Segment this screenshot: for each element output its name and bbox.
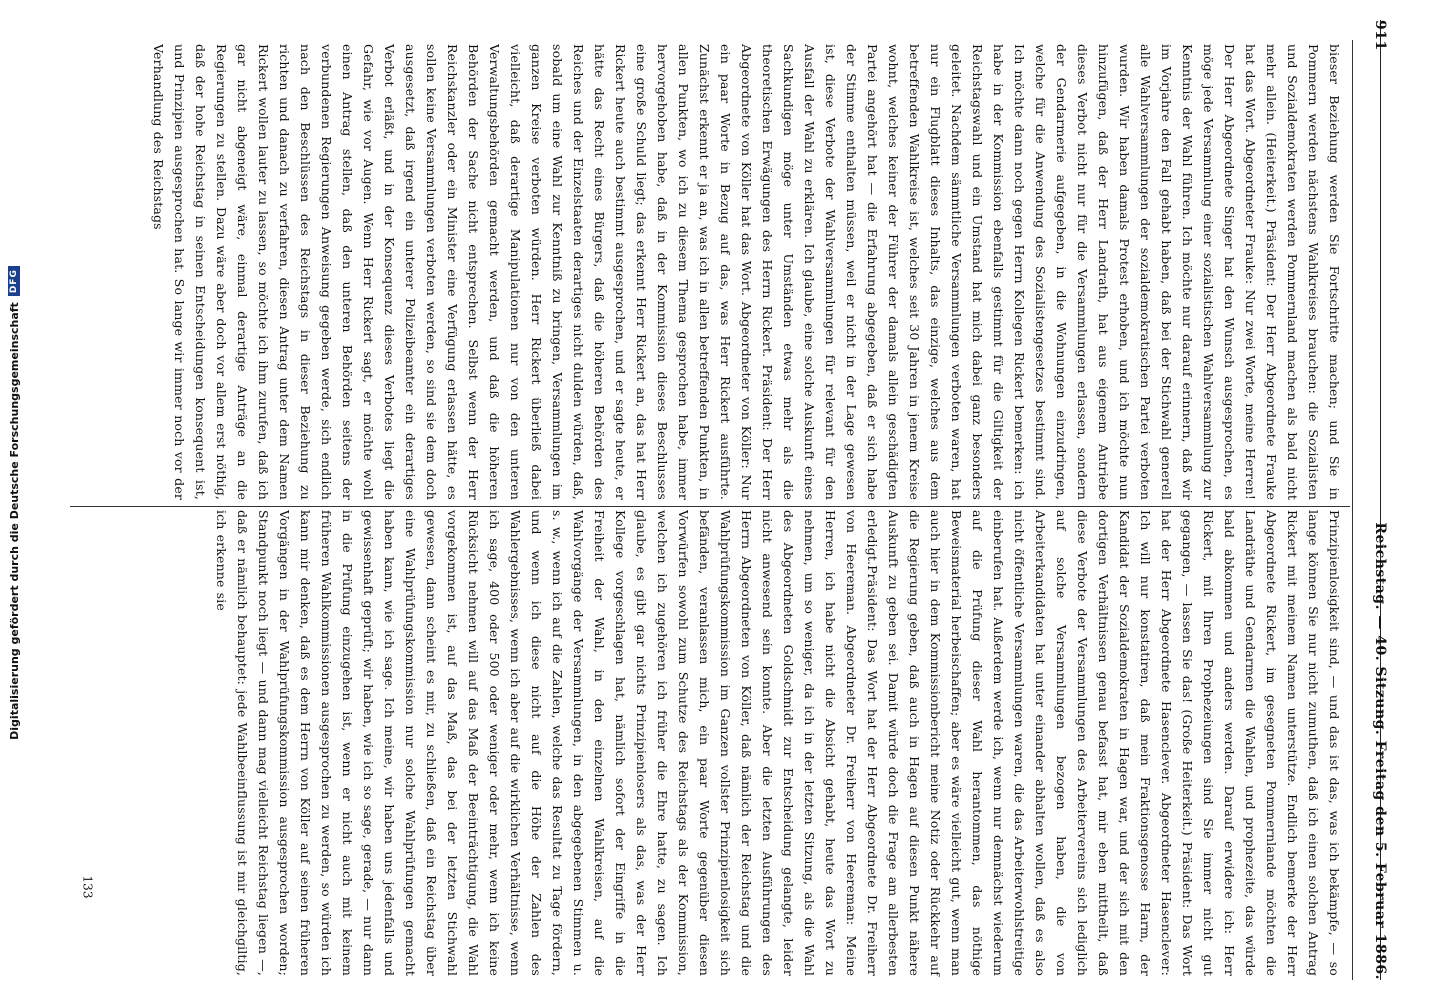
column-lower-text: Prinzipienlosigkeit sind, — und das ist das, was ich bekämpfe, — so lange können Sie nur nicht zumuthen, daß ich einen solchen Antrag Rickert mit meinem Namen unterstütze. Endlich bemerke der Herr Abgeordnete Rickert, im gesegneten Pommernlande möchten die Landräthe und Gendarmen die Wahlen, und prophezeite, das würde bald abkommen und anders werden. Darauf erwidere ich: Herr Rickert, mit Ihren Prophezeiungen sind Sie immer nicht gut gegangen, — lassen Sie das! (Große Heiterkeit.) Präsident: Das Wort hat der Herr Abgeordnete Hasenclever. Abgeordneter Hasenclever: Ich will nur konstatiren, daß mein Fraktionsgenosse Harm, der Kandidat der Sozialdemokraten in Hagen war, und der sich mit den dortigen Verhältnissen genau befasst hat, mir eben mittheilt, daß diese Verbote der Versammlungen des Arbeitervereins sich lediglich auf solche Versammlungen bezogen haben, die von Arbeiterkandidaten hat unter einander abhalten wollen, daß es also nicht öffentliche Versammlungen waren, die das Arbeiterwohlstreitige einberufen hat. Außerdem werde ich, wenn nur demnächst wiederum auf die Prüfung dieser Wahl herantommen, das nöthige Beweismaterial herbeischaffen; aber es wäre vielleicht gut, wenn man auch hier in dem Kommissionbericht meine Notiz oder Rückkehr auf die Regierung geben, daß auch in Hagen auf diesen Punkt nähere Auskunft zu geben sei. Damit würde doch die Frage am allerbesten erledigt.Präsident: Das Wort hat der Herr Abgeordnete Dr. Freiherr von Heereman. Abgeordneter Dr. Freiherr von Heereman: Meine Herren, ich habe nicht die Absicht gehabt, heute das Wort zu nehmen, um so weniger, da ich in der letzten Sitzung, als die Wahl des Abgeordneten Goldschmidt zur Entscheidung gelangte, leider nicht anwesend sein konnte. Aber die letzten Ausführungen des Herrn Abgeordneten von Köller, daß nämlich der Reichstag und die Wahlprüfungskommission im Ganzen vollster Prinzipienlosigkeit sich befänden, veranlassen mich, ein paar Worte gegenüber diesen Vorwürfen sowohl zum Schutze des Reichstags als der Kommission, welchen ich zugehören ich früher die Ehre hatte, zu sagen. Ich glaube, es gibt gar nichts Prinzipienlosers als das, was der Herr Kollege vorgeschlagen hat, nämlich sofort der Eingriffe in die Freiheit der Wahl, in den einzelnen Wahlkreisen, auf die Wahlvorgänge der Versammlungen, in den abgegebenen Stimmen u. s. w., wenn ich auf die Zahlen, welche das Resultat zu Tage fördern, und wenn ich diese nicht auf die Höhe der Zahlen des Wahlergebnisses, wenn ich aber auf die wirklichen Verhältnisse, wenn ich sage, 400 oder 500 oder weniger oder mehr, wenn ich keine Rücksicht nehmen will auf das Maß der Beeinträchtigung, die Wahl vorgekommen ist, auf das Maß, das bei der letzten Stichwahl gewesen, dann scheint es mir, zu schließen, daß ein Reichstag über eine Wahlprüfungskommission nur solche Wahlprüfungen gemacht haben kann, wie ich sage. Ich meine, wir haben uns jedenfalls und gewissenhaft geprüft; wir haben, wie ich so sage, gerade, — nur dann in die Prüfung einzugehen ist, wenn er nicht auch mit keinem früheren Wahlkommissionen ausgesprochen zu werden, so würden ich kann mir denken, daß es dem Herrn von Köller auf seinen früheren Vorgängen in der Wahlprüfungskommission ausgesprochen worden; Standpunkt noch liegt — und dann mag vielleicht Reichstag liegen —, daß er nämlich behauptet: jede Wahlbeeinflussung ist mir gleichgiltig, ich erkenne sie — [214, 510, 1342, 976]
column-upper-text: bieser Beziehung werden Sie Fortschritte machen; und Sie in Pommern werden nächstens Wahlkreises brauchen: die Sozialisten und Sozialdemokraten werden Pommernland machen als bald nicht mehr allein. (Heiterkeit.) Präsident: Der Herr Abgeordnete Frauke hat das Wort. Abgeordneter Frauke: Nur zwei Worte, meine Herren! Der Herr Abgeordnete Singer hat den Wunsch ausgesprochen, es möge jede Versammlung einer sozialistischen Wahlversammlung zur Kenntnis der Wahl führen. Ich möchte nur darauf erinnern, daß wir im Vorjahre den Fall gehabt haben, daß bei der Stichwahl generell alle Wahlversammlungen der sozialdemokratischen Partei verboten wurden. Wir haben damals Protest erhoben, und ich möchte nun hinzufügen, daß der Herr Landrath, hat aus eigenem Antriebe dieses Verbot nicht nur für die Versammlungen erlassen, sondern der Gendarmerie aufgegeben, in die Wohnungen einzudringen, welche für die Anwendung des Sozialistengesetzes bestimmt sind. Ich möchte dann noch gegen Herrn Kollegen Rickert bemerken: ich habe in der Kommission ebenfalls gestimmt für die Giltigkeit der Reichstagswahl und ein Umstand hat mich dabei ganz besonders geleitet. Nachdem sämmtliche Versammlungen verboten waren, hat nur ein Flugblatt dieses Inhalts, das einzige, welches aus dem betreffenden Wahlkreise ist, welches seit 30 Jahren in jenem Kreise wohnt, welches keiner der Führer der damals allein geschädigten Partei angehört hat — die Erfahrung abgegeben, daß er sich habe der Stimme enthalten müssen, weil er nicht in der Lage gewesen ist, diese Verbote der Wahlversammlungen für relevant für den Ausfall der Wahl zu erklären. Ich glaube, eine solche Auskunft eines Sachkundigen möge unter Umständen etwas mehr als die theoretischen Erwägungen des Herrn Rickert. Präsident: Der Herr Abgeordnete von Köller hat das Wort. Abgeordneter von Köller: Nur ein paar Worte in Bezug auf das, was Herr Rickert ausführte. Zunächst erkennt er ja an, was ich in allen betreffenden Punkten, in allen Punkten, wo ich zu diesem Thema gesprochen habe, immer hervorgehoben habe, daß in der Kommission dieses Beschlusses eine große Schuld liegt; das erkennt Herr Rickert an, das hat Herr Rickert heute auch bestimmt ausgesprochen, und er sagte heute, er hätte das Recht eines Bürgers, daß die höheren Behörden des Reiches und der Einzelstaaten derartiges nicht dulden würden, daß, sobald um eine Wahl zur Kenntniß zu bringen, Versammlungen im ganzen Kreise verboten würden. Herr Rickert überließ dabei vielleicht, daß derartige Manipulationen nur von den unteren Verwaltungsbehörden gemacht werden, und daß die höheren Behörden der Sache nicht entsprechen. Selbst wenn der Herr Reichskanzler oder ein Minister eine Verfügung erlassen hätte, es sollen keine Versammlungen verboten werden, so sind sie dem doch ausgesetzt, daß irgend ein unterer Polizeibeamter ein derartiges Verbot erläßt, und in der Konsequenz dieses Verbotes liegt die Gefahr, wie vor Augen. Wenn Herr Rickert sagt, er möchte wohl einen Antrag stellen, daß den unteren Behörden seitens der verbundenen Regierungen Anweisung gegeben werde, sich endlich nach den Beschlüssen des Reichstags in dieser Beziehung zu richten und danach zu verfahren, diesen Antrag unter dem Namen Rickert wollen lauter zu lassen, so möchte ich ihm zurufen, daß ich gar nicht abgeneigt wäre, einmal derartige Anträge an die Regierungen zu stellen. Dazu wäre aber doch vor allem erst nöthig, daß der hohe Reichstag in seinen Entscheidungen konsequent ist, und Prinzipien ausgesprochen hat. So lange wir immer noch vor der Verhandlung des Reichstags — [151, 44, 1342, 501]
digitization-credit — [0, 0, 28, 1000]
dfg-logo-icon: DFG — [8, 266, 20, 296]
column-lower-continued-text: Prinzipienlosigkeit sind, — und das ist das, was ich bekämpfe, — so lange können Sie nur nicht zumuthen, daß ich einen solchen Antrag Rickert mit meinem Namen unterstütze. Endlich bemerke der Herr Abgeordnete Rickert, im gesegneten Pommernlande möchten die Landräthe und Gendarmen die Wahlen, und prophezeite, das würde bald abkommen und anders werden. Darauf erwidere ich: Herr Rickert, mit Ihren Prophezeiungen sind Sie immer nicht gut gegangen, — lassen Sie das! (Große Heiterkeit.) Präsident: Das Wort hat der Herr Abgeordnete Hasenclever. Abgeordneter Hasenclever: Ich will nur konstatiren, daß mein Fraktionsgenosse Harm, der Kandidat der Sozialdemokraten in Hagen war, und der sich mit den dortigen Verhältnissen genau befasst hat, mir eben mittheilt, daß diese Verbote der Versammlungen des Arbeitervereins sich lediglich auf solche Versammlungen bezogen haben, die von Arbeiterkandidaten hat unter einander abhalten wollen, daß es also nicht öffentliche Versammlungen waren, die das Arbeiterwohlstreitige einberufen hat. Außerdem werde ich, wenn nur demnächst wiederum auf die Prüfung dieser Wahl herantommen, das nöthige Beweismaterial herbeischaffen; aber es wäre vielleicht gut, wenn man auch hier in dem Kommissionbericht meine Notiz oder Rückkehr auf die Regierung geben, daß auch in Hagen auf diesen Punkt nähere Auskunft zu geben sei. Damit würde doch die Frage am allerbesten erledigt. — [865, 510, 1342, 976]
credit-text: Digitalisierung gefördert durch die Deutsche Forschungsgemeinschaft — [7, 302, 21, 740]
column-upper — [70, 44, 1350, 504]
running-header — [1360, 20, 1400, 980]
page-number: 911 — [1372, 20, 1388, 51]
column-lower — [70, 510, 1350, 980]
signature-mark: 133 — [80, 875, 95, 899]
header-title: Reichstag. — 40. Sitzung. Freitag den 5. Februar 1886. — [1372, 522, 1388, 980]
column-upper-continued-text: Präsident: Der Herr Abgeordnete von Köller hat das Wort. Abgeordneter von Köller: Nur ein paar Worte in Bezug auf das, was Herr Rickert ausführte. Zunächst erkennt er ja an, was ich in allen betreffenden Punkten, in allen Punkten, wo ich zu diesem Thema gesprochen habe, immer hervorgehoben habe, daß in der Kommission dieses Beschlusses eine große Schuld liegt; das erkennt Herr Rickert an, das hat Herr Rickert heute auch bestimmt ausgesprochen, und er sagte heute, er hätte das Recht eines Bürgers, daß die höheren Behörden des Reiches und der Einzelstaaten derartiges nicht dulden würden, daß, sobald um eine Wahl zur Kenntniß zu bringen, Versammlungen im ganzen Kreise verboten würden. Herr Rickert überließ dabei vielleicht, daß derartige Manipulationen nur von den unteren Verwaltungsbehörden gemacht werden, und daß die höheren Behörden der Sache nicht entsprechen. Selbst wenn der Herr Reichskanzler oder ein Minister eine Verfügung erlassen hätte, es sollen keine Versammlungen verboten werden, so sind sie dem doch ausgesetzt, daß irgend ein unterer Polizeibeamter ein derartiges Verbot erläßt, und in der Konsequenz dieses Verbotes liegt die Gefahr, wie vor Augen. Wenn Herr Rickert sagt, er möchte wohl einen Antrag stellen, daß den unteren Behörden seitens der verbundenen Regierungen Anweisung gegeben werde, sich endlich nach den Beschlüssen des Reichstags in dieser Beziehung zu richten und danach zu verfahren, diesen Antrag unter dem Namen Rickert wollen lauter zu lassen, so möchte ich ihm zurufen, daß ich gar nicht abgeneigt wäre, einmal derartige Anträge an die Regierungen zu stellen. Dazu wäre aber doch vor allem erst nöthig, daß der hohe Reichstag in seinen Entscheidungen konsequent ist, und Prinzipien ausgesprochen hat. So lange wir immer noch vor der Verhandlung des Reichstags — [151, 44, 775, 501]
column-divider — [70, 506, 1350, 507]
column-rule — [1352, 40, 1353, 980]
